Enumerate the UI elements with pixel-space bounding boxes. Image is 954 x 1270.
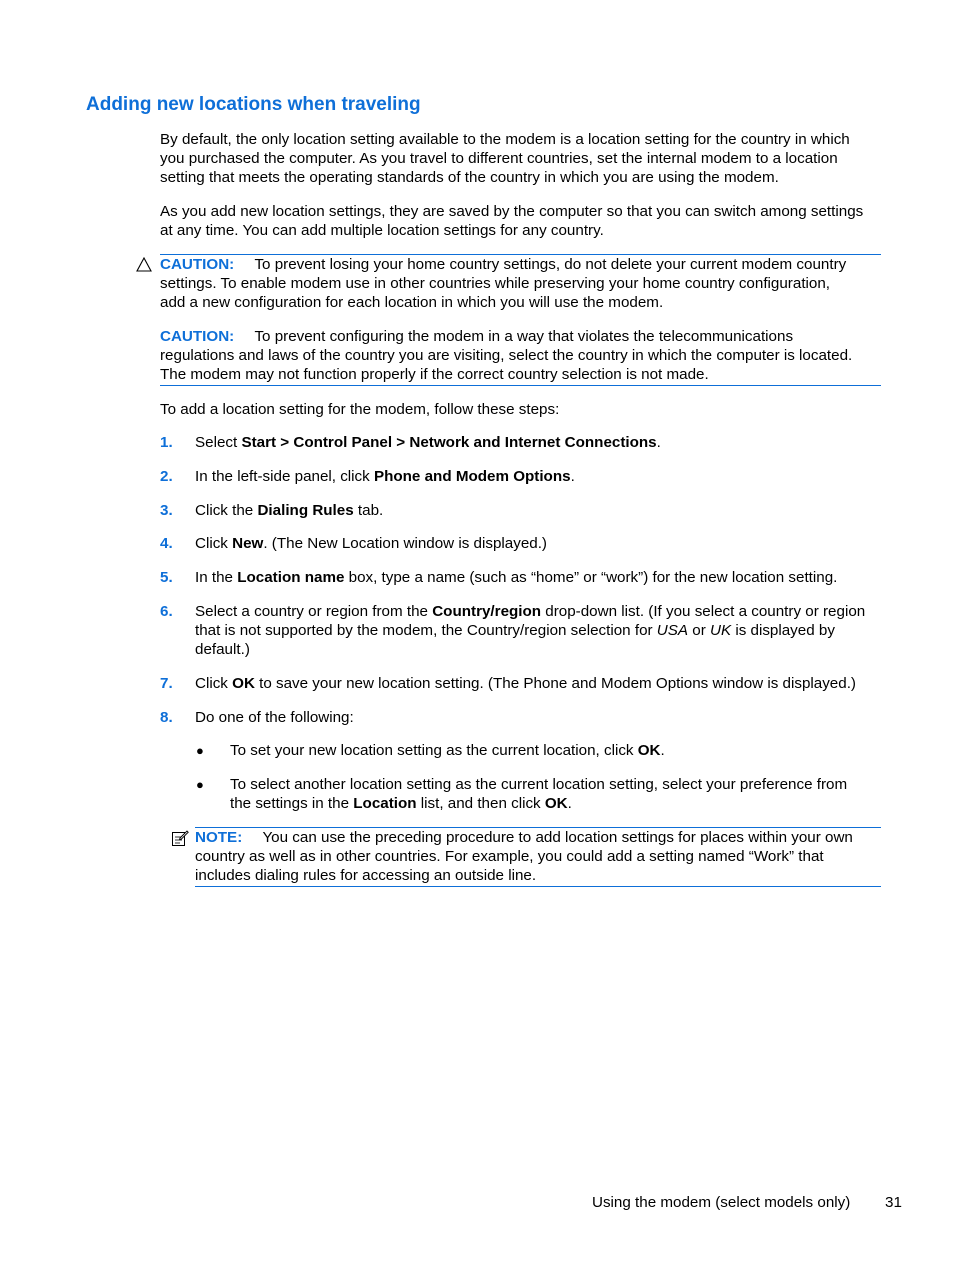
step-text: drop-down list. (If you select a country or region [541, 603, 866, 620]
step-bold: Phone and Modem Options [373, 468, 571, 485]
step-italic: USA [656, 622, 689, 639]
note-label: NOTE: [195, 829, 243, 846]
text-line: setting that meets the operating standards of the country in which you are using the modem. [160, 169, 779, 186]
bullet-bold: OK [637, 742, 661, 759]
caution-text: The modem may not function properly if the correct country selection is not made. [160, 366, 709, 383]
caution-text: settings. To enable modem use in other countries while preserving your home country configuration, [160, 275, 831, 292]
text-line: By default, the only location setting available to the modem is a location setting for the country in which [160, 131, 850, 148]
bullet-text: the settings in the [230, 795, 354, 812]
note-bottom-rule [195, 886, 881, 887]
caution-text: To prevent configuring the modem in a way that violates the telecommunications [254, 328, 794, 345]
bullet-dot-icon: ● [196, 743, 204, 758]
step-text: Click the [195, 502, 258, 519]
step-bold: Country/region [432, 603, 542, 620]
caution-label: CAUTION: [160, 328, 235, 345]
step-1 [195, 433, 661, 452]
caution-label: CAUTION: [160, 256, 235, 273]
note-pencil-icon [171, 829, 189, 847]
step-number: 1. [160, 434, 173, 451]
step-number: 8. [160, 709, 173, 726]
step-2 [195, 467, 575, 486]
caution-1 [160, 255, 846, 312]
page-title: Adding new locations when traveling [86, 94, 421, 115]
caution-text: add a new configuration for each location in which you will use the modem. [160, 294, 664, 311]
step-text: Select a country or region from the [195, 603, 433, 620]
intro-paragraph-1 [160, 130, 850, 187]
bullet-bold: Location [353, 795, 417, 812]
note-text: includes dialing rules for accessing an outside line. [195, 867, 537, 884]
step-number: 4. [160, 535, 173, 552]
step-text: to save your new location setting. (The Phone and Modem Options window is displayed.) [254, 675, 856, 692]
step-text: or [688, 622, 710, 639]
footer-section-title: Using the modem (select models only) [592, 1194, 851, 1211]
caution-text: To prevent losing your home country settings, do not delete your current modem country [254, 256, 847, 273]
step-bold: New [232, 535, 264, 552]
step-bold: OK [232, 675, 255, 692]
step-7 [195, 674, 856, 693]
step-6 [195, 602, 865, 659]
step-number: 6. [160, 603, 173, 620]
step-text: In the [195, 569, 238, 586]
bullet-1 [230, 741, 665, 760]
bullet-text: To set your new location setting as the current location, click [230, 742, 638, 759]
bullet-text: To select another location setting as the current location setting, select your preference from [230, 776, 848, 793]
step-text: Select [195, 434, 242, 451]
step-number: 7. [160, 675, 173, 692]
step-text: is displayed by [731, 622, 835, 639]
note [195, 828, 853, 885]
step-8: Do one of the following: [195, 709, 354, 726]
note-text: You can use the preceding procedure to add location settings for places within your own [262, 829, 853, 846]
caution-text: regulations and laws of the country you are visiting, select the country in which the computer is located. [160, 347, 853, 364]
intro-paragraph-2 [160, 202, 863, 240]
step-text: . (The New Location window is displayed.) [263, 535, 547, 552]
step-bold: Location name [237, 569, 345, 586]
text-line: at any time. You can add multiple location settings for any country. [160, 222, 604, 239]
step-bold: Start > Control Panel > Network and Internet Connections [241, 434, 657, 451]
step-4 [195, 534, 547, 553]
bullet-dot-icon: ● [196, 777, 204, 792]
step-text: that is not supported by the modem, the Country/region selection for [195, 622, 657, 639]
step-number: 3. [160, 502, 173, 519]
text-line: As you add new location settings, they are saved by the computer so that you can switch among settings [160, 203, 864, 220]
step-number: 5. [160, 569, 173, 586]
bullet-bold: OK [544, 795, 568, 812]
step-italic: UK [709, 622, 732, 639]
step-text: box, type a name (such as “home” or “work”) for the new location setting. [344, 569, 838, 586]
step-3 [195, 501, 383, 520]
step-text: Click [195, 675, 233, 692]
bullet-text: . [660, 742, 665, 759]
step-text: Click [195, 535, 233, 552]
caution-bottom-rule [160, 385, 881, 386]
step-5 [195, 568, 837, 587]
step-text: . [570, 468, 575, 485]
note-text: country as well as in other countries. For example, you could add a setting named “Work” that [195, 848, 824, 865]
bullet-text: list, and then click [416, 795, 545, 812]
step-text: default.) [195, 641, 250, 658]
step-text: . [656, 434, 661, 451]
page-number: 31 [885, 1194, 902, 1211]
step-number: 2. [160, 468, 173, 485]
bullet-2 [230, 775, 847, 813]
step-text: tab. [353, 502, 384, 519]
triangle-warning-icon [136, 257, 152, 272]
steps-intro: To add a location setting for the modem, follow these steps: [160, 401, 560, 418]
caution-2 [160, 327, 852, 384]
text-line: you purchased the computer. As you travel to different countries, set the internal modem to a location [160, 150, 838, 167]
step-text: In the left-side panel, click [195, 468, 374, 485]
step-bold: Dialing Rules [257, 502, 354, 519]
bullet-text: . [567, 795, 572, 812]
